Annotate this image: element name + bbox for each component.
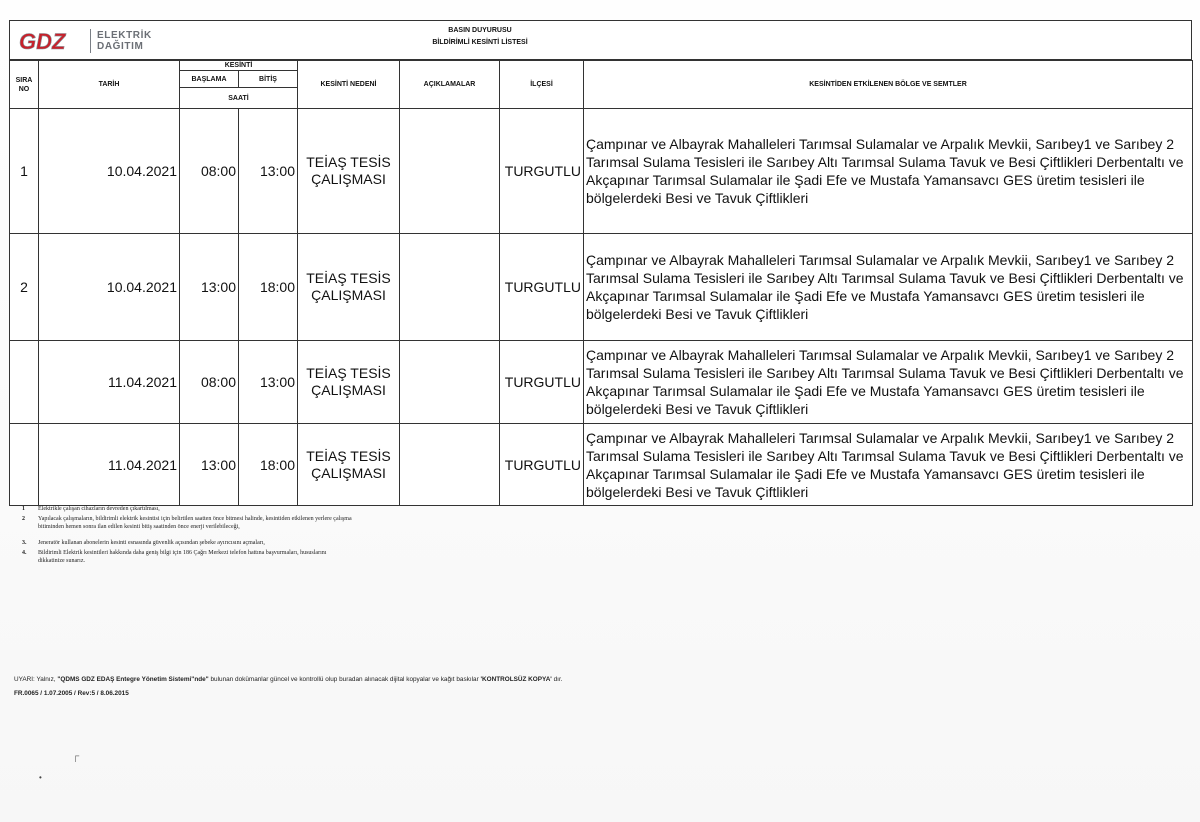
row-region: Çampınar ve Albayrak Mahalleleri Tarımsal Sulamalar ve Arpalık Mevkii, Sarıbey1 ve Sarıbey 2 Tarımsal Sulama Tesisleri ile Sarıbey Altı Tarımsal Sulama Tavuk ve Besi Çiftlikleri Derbentaltı ve Akçapınar Tarımsal Sulamalar ile Şadi Efe ve Mustafa Yamansavcı GES üretim tesisleri ile bölgelerdeki Besi ve Tavuk Çiftlikleri [584, 234, 1193, 341]
scan-mark-corner: ┌ [72, 751, 80, 762]
row-district: TURGUTLU [500, 341, 584, 424]
scan-mark-dot: • [39, 773, 42, 782]
gdz-logo-mark [16, 28, 84, 54]
warning-system-name: "QDMS GDZ EDAŞ Entegre Yönetim Sistemi"nde" [57, 676, 209, 683]
row-no: 2 [10, 234, 39, 341]
row-reason [298, 109, 400, 234]
table-row [10, 234, 1193, 341]
row-reason-line-2: ÇALIŞMASI [311, 287, 386, 303]
row-start-time: 08:00 [180, 341, 239, 424]
note-text: Elektrikle çalışan cihazların devreden çıkartılması, [38, 506, 160, 512]
note-item [22, 549, 352, 565]
logo-mark-text: GDZ [19, 29, 66, 54]
header-start: BAŞLAMA [180, 71, 239, 88]
header-saati: SAATİ [180, 88, 298, 109]
logo-line-2: DAĞITIM [97, 41, 144, 52]
note-text: Bildirimli Elektrik kesintileri hakkında daha geniş bilgi için 186 Çağrı Merkezi telefon hattına başvurmaları, hususlarını dikkatinize sunarız. [38, 550, 327, 564]
row-reason [298, 341, 400, 424]
row-no [10, 341, 39, 424]
row-region: Çampınar ve Albayrak Mahalleleri Tarımsal Sulamalar ve Arpalık Mevkii, Sarıbey1 ve Sarıbey 2 Tarımsal Sulama Tesisleri ile Sarıbey Altı Tarımsal Sulama Tavuk ve Besi Çiftlikleri Derbentaltı ve Akçapınar Tarımsal Sulamalar ile Şadi Efe ve Mustafa Yamansavcı GES üretim tesisleri ile bölgelerdeki Besi ve Tavuk Çiftlikleri [584, 424, 1193, 506]
row-explanation [400, 424, 500, 506]
row-start-time: 13:00 [180, 234, 239, 341]
header-district: İLÇESİ [500, 61, 584, 109]
row-region: Çampınar ve Albayrak Mahalleleri Tarımsal Sulamalar ve Arpalık Mevkii, Sarıbey1 ve Sarıbey 2 Tarımsal Sulama Tesisleri ile Sarıbey Altı Tarımsal Sulama Tavuk ve Besi Çiftlikleri Derbentaltı ve Akçapınar Tarımsal Sulamalar ile Şadi Efe ve Mustafa Yamansavcı GES üretim tesisleri ile bölgelerdeki Besi ve Tavuk Çiftlikleri [584, 341, 1193, 424]
notes-list [22, 505, 352, 567]
table-row [10, 341, 1193, 424]
row-end-time: 13:00 [239, 109, 298, 234]
logo-line-1: ELEKTRİK [97, 30, 152, 41]
row-reason-line-1: TEİAŞ TESİS [306, 365, 391, 381]
note-number: 4. [22, 550, 27, 556]
table-row [10, 109, 1193, 234]
uncontrolled-copy-warning [14, 676, 563, 683]
row-start-time: 08:00 [180, 109, 239, 234]
header-end: BİTİŞ [239, 71, 298, 88]
logo-divider [90, 29, 91, 53]
row-date: 10.04.2021 [39, 109, 180, 234]
row-no [10, 424, 39, 506]
note-number: 3. [22, 540, 27, 546]
row-end-time: 18:00 [239, 424, 298, 506]
row-reason [298, 234, 400, 341]
header-explanations: AÇIKLAMALAR [400, 61, 500, 109]
row-end-time: 18:00 [239, 234, 298, 341]
note-text: Jeneratör kullanan abonelerin kesinti esnasında güvenlik açısından şebeke ayırıcısını açmaları, [38, 540, 265, 546]
header-reason: KESİNTİ NEDENİ [298, 61, 400, 109]
document-header [9, 20, 1192, 60]
row-reason-line-1: TEİAŞ TESİS [306, 447, 391, 464]
note-number: 2 [22, 516, 25, 522]
row-reason-line-1: TEİAŞ TESİS [306, 270, 391, 286]
row-date: 11.04.2021 [39, 424, 180, 506]
row-reason [298, 424, 400, 506]
row-start-time: 13:00 [180, 424, 239, 506]
row-reason-line-2: ÇALIŞMASI [311, 171, 386, 187]
header-region: KESİNTİDEN ETKİLENEN BÖLGE VE SEMTLER [584, 61, 1193, 109]
note-item [22, 505, 352, 513]
header-date: TARİH [39, 61, 180, 109]
row-date: 11.04.2021 [39, 341, 180, 424]
warning-uncontrolled-copy: 'KONTROLSÜZ KOPYA' [480, 676, 552, 683]
gdz-logo [16, 27, 152, 55]
row-end-time: 13:00 [239, 341, 298, 424]
row-explanation [400, 341, 500, 424]
document-title-block [380, 25, 580, 49]
row-reason-line-1: TEİAŞ TESİS [306, 154, 391, 170]
row-reason-line-2: ÇALIŞMASI [311, 464, 386, 481]
row-explanation [400, 234, 500, 341]
row-date: 10.04.2021 [39, 234, 180, 341]
table-row [10, 424, 1193, 506]
row-explanation [400, 109, 500, 234]
logo-wordmark [97, 30, 152, 52]
warning-suffix: dır. [551, 676, 563, 683]
note-number: 1 [22, 506, 25, 512]
row-region: Çampınar ve Albayrak Mahalleleri Tarımsal Sulamalar ve Arpalık Mevkii, Sarıbey1 ve Sarıbey 2 Tarımsal Sulama Tesisleri ile Sarıbey Altı Tarımsal Sulama Tavuk ve Besi Çiftlikleri Derbentaltı ve Akçapınar Tarımsal Sulamalar ile Şadi Efe ve Mustafa Yamansavcı GES üretim tesisleri ile bölgelerdeki Besi ve Tavuk Çiftlikleri [584, 109, 1193, 234]
document-subtitle: BİLDİRİMLİ KESİNTİ LİSTESİ [432, 39, 528, 46]
row-district: TURGUTLU [500, 109, 584, 234]
note-item [22, 515, 352, 531]
row-no: 1 [10, 109, 39, 234]
row-district: TURGUTLU [500, 234, 584, 341]
warning-prefix: UYARI: Yalnız, [14, 676, 58, 683]
header-no: SIRA NO [10, 61, 39, 109]
outage-table [9, 60, 1193, 506]
document-title: BASIN DUYURUSU [448, 27, 512, 34]
warning-middle: bulunan dokümanlar güncel ve kontrollü olup buradan alınacak dijital kopyalar ve kağıt baskılar [208, 676, 481, 683]
form-code: FR.0065 / 1.07.2005 / Rev:5 / 8.06.2015 [14, 690, 129, 697]
note-item [22, 539, 352, 547]
row-reason-line-2: ÇALIŞMASI [311, 382, 386, 398]
header-kesinti: KESİNTİ [180, 61, 298, 71]
note-text: Yapılacak çalışmaların, bildirimli elektrik kesintisi için belirtilen saatten önce bitmesi halinde, kesintiden etkilenen yerlere çalışma bitiminden hemen sonra ilan edilen kesinti bitiş saatinden önce enerji verilebileceği, [38, 516, 352, 530]
row-district: TURGUTLU [500, 424, 584, 506]
